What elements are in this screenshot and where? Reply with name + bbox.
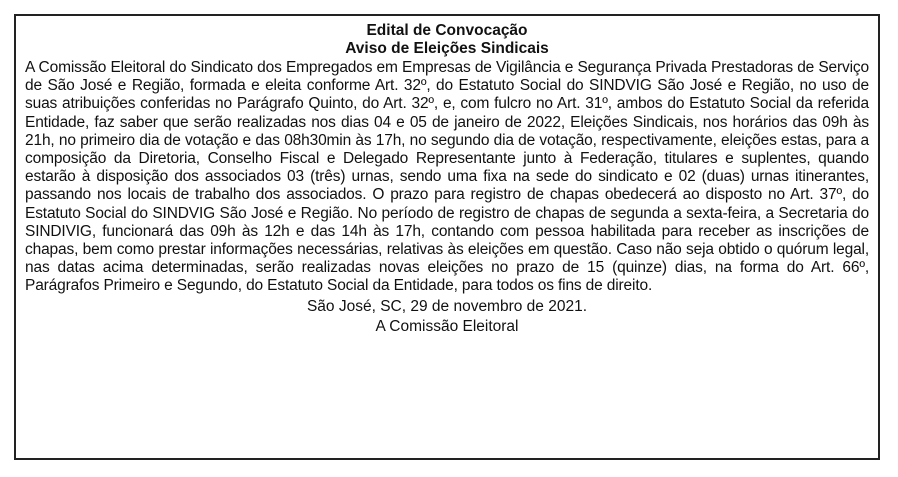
notice-box [14, 14, 880, 460]
notice-title: Edital de Convocação [366, 22, 528, 39]
signature: A Comissão Eleitoral [375, 318, 519, 336]
notice-body: A Comissão Eleitoral do Sindicato dos Empregados em Empresas de Vigilância e Segurança Privada Prestadoras de Serviço de São José e Região, formada e eleita conforme Art. 32º, do Estatuto Social do SINDVIG São José e Região, no uso de suas atribuições conferidas no Parágrafo Quinto, do Art. 32º, e, com fulcro no Art. 31º, ambos do Estatuto Social da referida Entidade, faz saber que serão realizadas nos dias 04 e 05 de janeiro de 2022, Eleições Sindicais, nos horários das 09h às 21h, no primeiro dia de votação e das 08h30min às 17h, no segundo dia de votação, respectivamente, eleições estas, para a composição da Diretoria, Conselho Fiscal e Delegado Representante junto à Federação, titulares e suplentes, quando estarão à disposição dos associados 03 (três) urnas, sendo uma fixa na sede do sindicato e 02 (duas) urnas itinerantes, passando nos locais de trabalho dos associados. O prazo para registro de chapas obedecerá ao disposto no Art. 37º, do Estatuto Social do SINDVIG São José e Região. No período de registro de chapas de segunda a sexta-feira, a Secretaria do SINDIVIG, funcionará das 09h às 12h e das 14h às 17h, contando com pessoa habilitada para receber as inscrições de chapas, bem como prestar informações necessárias, relativas às eleições em questão. Caso não seja obtido o quórum legal, nas datas acima determinadas, serão realizadas novas eleições no prazo de 15 (quinze) dias, na forma do Art. 66º, Parágrafos Primeiro e Segundo, do Estatuto Social da Entidade, para todos os fins de direito. [25, 59, 869, 295]
notice-subtitle: Aviso de Eleições Sindicais [345, 40, 549, 57]
place-date: São José, SC, 29 de novembro de 2021. [306, 297, 588, 315]
